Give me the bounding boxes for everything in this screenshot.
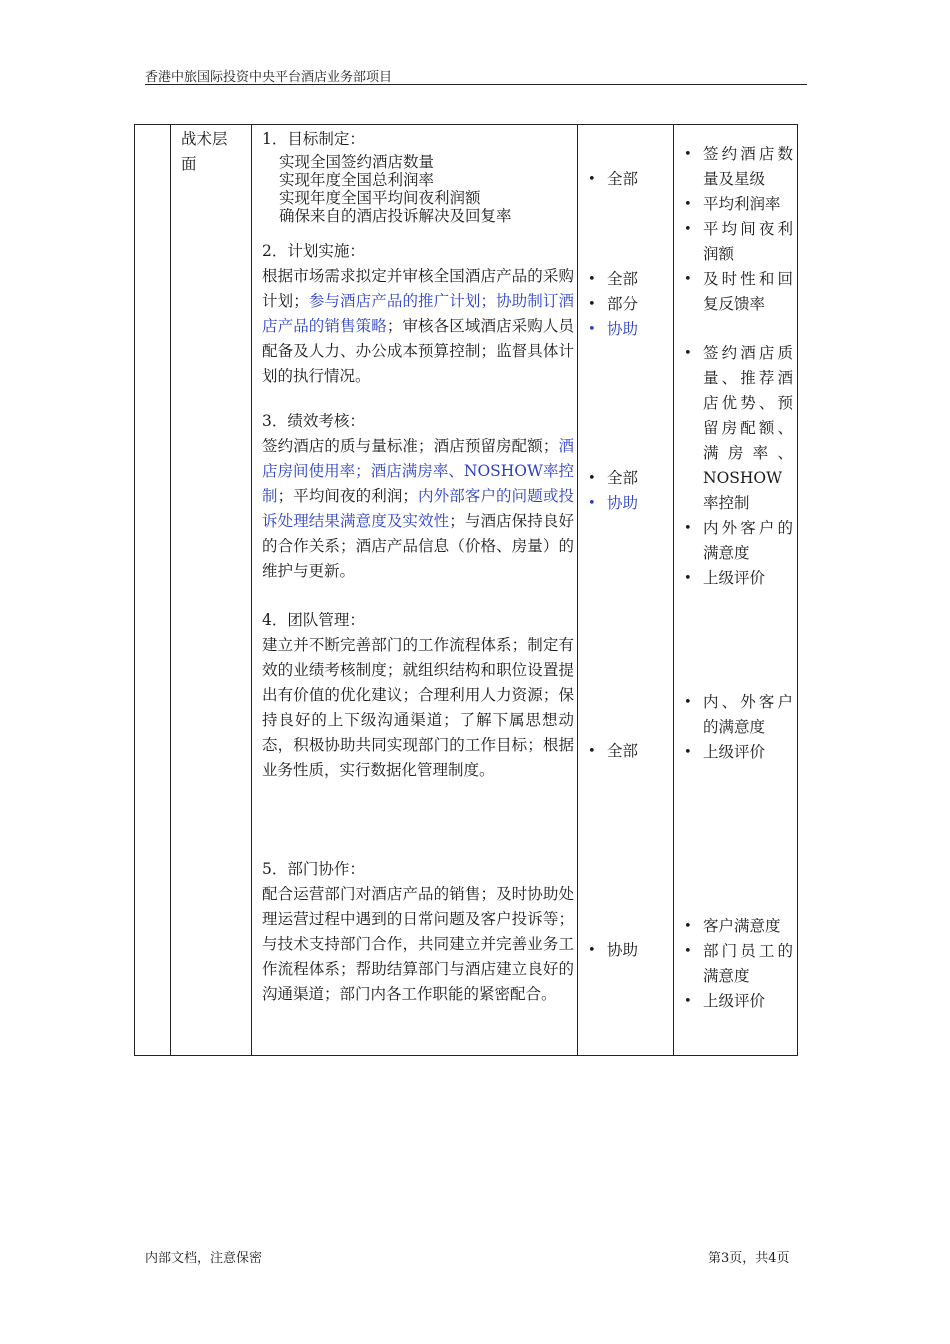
scope-list [585,739,675,764]
footer-confidential-note: 内部文档，注意保密 [145,1251,263,1266]
goal-item: 确保来自的酒店投诉解决及回复率 [279,207,512,225]
scope-item: • 全部 [585,739,675,764]
scope-item: • 部分 [585,292,675,317]
kpi-list [681,341,793,591]
column-divider [673,125,674,1055]
kpi-list [681,914,793,1014]
kpi-list [681,690,793,765]
scope-list [585,167,675,192]
section-body-part: ；与酒店保持良好的合作关系；酒店产品信息（价格、房量）的维护与更新。 [262,512,574,580]
kpi-item: • 平均间夜利润额 [681,217,793,267]
section-body-highlight: 参与酒店产品的推广计划；协助制订酒店产品的销售策略 [262,292,574,335]
section-heading: 5．部门协作： [262,860,365,878]
scope-item: • 协助 [585,938,675,963]
scope-item: • 全部 [585,167,675,192]
level-cell: 战术层面 [181,130,228,173]
section-body: 配合运营部门对酒店产品的销售；及时协助处理运营过程中遇到的日常问题及客户投诉等；与技术支持部门合作，共同建立并完善业务工作流程体系；帮助结算部门与酒店建立良好的沟通渠道；部门内各工作职能的紧密配合。 [262,885,574,1003]
section-heading: 4．团队管理： [262,611,365,629]
scope-list [585,938,675,963]
column-divider [251,125,252,1055]
section-body-highlight: 酒店房间使用率；酒店满房率、NOSHOW率控制 [262,437,574,505]
header-rule [145,84,807,85]
kpi-item: • 上级评价 [681,740,793,765]
goal-item: 实现年度全国平均间夜利润额 [279,189,481,207]
kpi-item: • 签约酒店数量及星级 [681,142,793,192]
kpi-item: • 客户满意度 [681,914,793,939]
column-divider [170,125,171,1055]
kpi-item: • 上级评价 [681,989,793,1014]
kpi-item: • 平均利润率 [681,192,793,217]
goal-item: 实现年度全国总利润率 [279,171,435,189]
goal-item: 实现全国签约酒店数量 [279,153,435,171]
column-divider [577,125,578,1055]
kpi-list [681,142,793,317]
section-body-highlight: 内外部客户的问题或投诉处理结果满意度及实效性 [262,487,574,530]
scope-item: • 协助 [585,317,675,342]
footer-page-number: 第3页，共4页 [708,1251,790,1266]
section-body-part: ；平均间夜的利润； [277,487,418,505]
section-department-cooperation [262,857,574,1007]
section-heading: 2．计划实施： [262,242,365,260]
kpi-item: • 及时性和回复反馈率 [681,267,793,317]
section-body-part: ；审核各区域酒店采购人员配备及人力、办公成本预算控制；监督具体计划的执行情况。 [262,317,574,385]
kpi-item: • 上级评价 [681,566,793,591]
section-heading: 3．绩效考核： [262,412,365,430]
kpi-item: • 内、外客户的满意度 [681,690,793,740]
kpi-item: • 内外客户的满意度 [681,516,793,566]
section-team-management [262,608,574,783]
kpi-item: • 部门员工的满意度 [681,939,793,989]
scope-item: • 协助 [585,491,675,516]
scope-item: • 全部 [585,466,675,491]
section-performance-review [262,409,574,584]
scope-list [585,267,675,342]
section-plan-implementation [262,239,574,389]
document-header-title: 香港中旅国际投资中央平台酒店业务部项目 [145,70,393,85]
scope-item: • 全部 [585,267,675,292]
scope-list [585,466,675,516]
responsibility-table [134,124,798,1056]
section-body: 建立并不断完善部门的工作流程体系；制定有效的业绩考核制度；就组织结构和职位设置提出有价值的优化建议；合理利用人力资源；保持良好的上下级沟通渠道；了解下属思想动态，积极协助共同实现部门的工作目标；根据业务性质，实行数据化管理制度。 [262,636,574,779]
section-goal-setting [262,127,574,225]
kpi-item: • 签约酒店质量、推荐酒店优势、预留房配额、满房率、NOSHOW率控制 [681,341,793,516]
section-heading: 1．目标制定： [262,130,365,148]
section-body-part: 根据市场需求拟定并审核全国酒店产品的采购计划； [262,267,574,310]
section-body-part: 签约酒店的质与量标准；酒店预留房配额； [262,437,559,455]
